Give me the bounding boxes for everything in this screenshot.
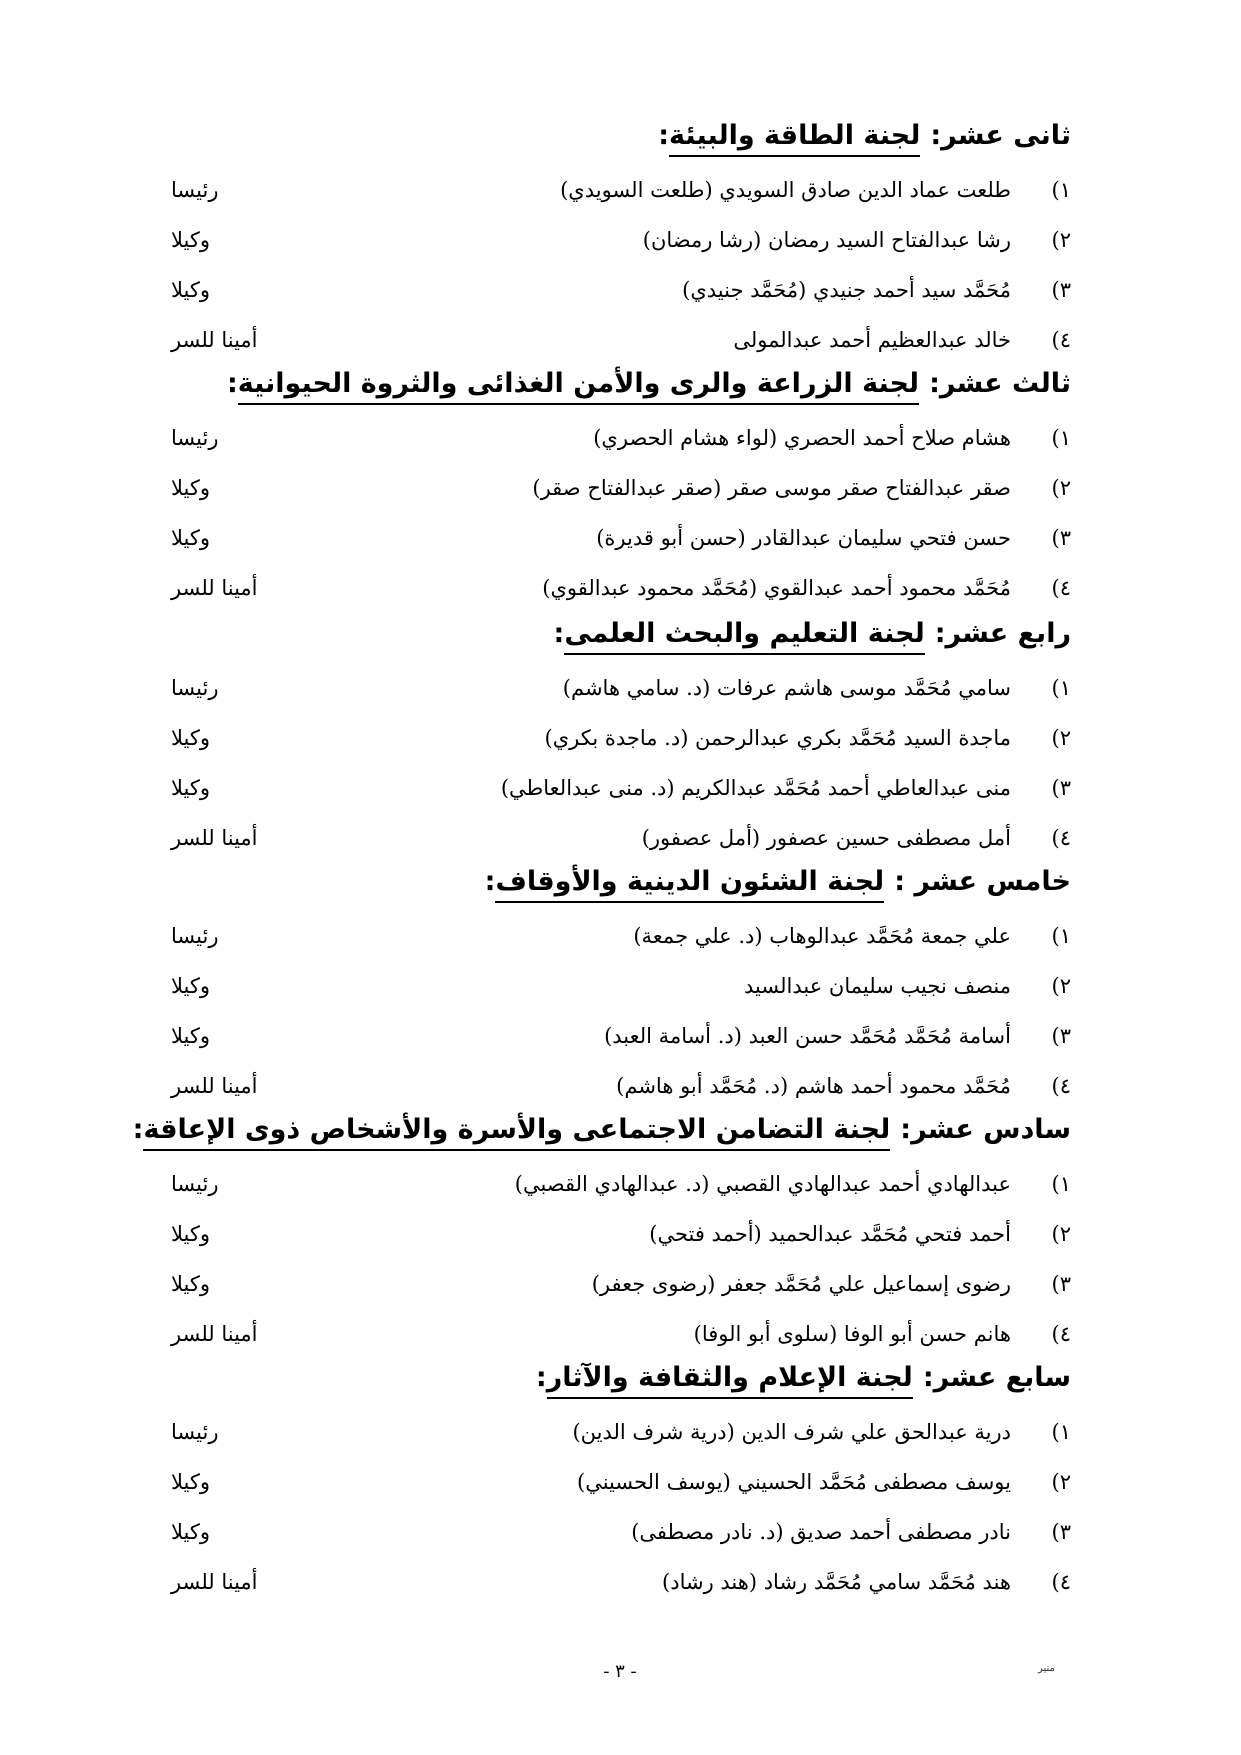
page-number: - ٣ -: [603, 1661, 637, 1682]
committee-ordinal: ثالث عشر:: [929, 368, 1071, 399]
committee-section-education: [171, 612, 1071, 868]
member-role: وكيلا: [171, 476, 211, 500]
committee-section-media-culture: [171, 1356, 1071, 1612]
member-row: [171, 1462, 1071, 1512]
member-row: [171, 1164, 1071, 1214]
member-role: وكيلا: [171, 526, 211, 550]
member-number: ٤): [1051, 826, 1071, 850]
member-number: ٤): [1051, 576, 1071, 600]
member-number: ٣): [1051, 1520, 1071, 1544]
committee-name: لجنة التعليم والبحث العلمى: [564, 615, 924, 655]
committee-section-energy-environment: [171, 114, 1071, 370]
member-name: طلعت عماد الدين صادق السويدي (طلعت السويدي): [560, 178, 1011, 202]
member-name: مُحَمَّد محمود أحمد عبدالقوي (مُحَمَّد محمود عبدالقوي): [542, 576, 1011, 600]
member-name: منصف نجيب سليمان عبدالسيد: [744, 974, 1011, 998]
member-name: أسامة مُحَمَّد مُحَمَّد حسن العبد (د. أسامة العبد): [604, 1024, 1011, 1048]
member-role: وكيلا: [171, 228, 211, 252]
member-number: ١): [1051, 1420, 1071, 1444]
member-number: ١): [1051, 676, 1071, 700]
member-number: ٤): [1051, 328, 1071, 352]
member-role: وكيلا: [171, 278, 211, 302]
member-row: [171, 468, 1071, 518]
committee-section-religious-affairs: [171, 860, 1071, 1116]
member-role: وكيلا: [171, 1470, 211, 1494]
member-role: رئيسا: [171, 676, 219, 700]
committee-ordinal: خامس عشر :: [894, 866, 1071, 897]
member-number: ٢): [1051, 1222, 1071, 1246]
member-row: [171, 1214, 1071, 1264]
member-name: عبدالهادي أحمد عبدالهادي القصبي (د. عبدالهادي القصبي): [514, 1172, 1011, 1196]
member-row: [171, 1264, 1071, 1314]
member-number: ٣): [1051, 278, 1071, 302]
committee-name: لجنة التضامن الاجتماعى والأسرة والأشخاص ذوى الإعاقة: [143, 1111, 890, 1151]
heading-colon: :: [132, 1114, 144, 1145]
member-number: ٤): [1051, 1570, 1071, 1594]
committee-ordinal: ثانى عشر:: [930, 120, 1071, 151]
member-row: [171, 1562, 1071, 1612]
committee-heading: [171, 1356, 1071, 1412]
member-row: [171, 966, 1071, 1016]
member-name: ماجدة السيد مُحَمَّد بكري عبدالرحمن (د. ماجدة بكري): [544, 726, 1011, 750]
member-number: ٢): [1051, 726, 1071, 750]
member-role: وكيلا: [171, 974, 211, 998]
member-name: درية عبدالحق علي شرف الدين (درية شرف الدين): [572, 1420, 1011, 1444]
member-role: أمينا للسر: [171, 1074, 258, 1098]
member-row: [171, 668, 1071, 718]
footer-initials: منير: [1038, 1663, 1055, 1674]
member-row: [171, 1412, 1071, 1462]
committee-heading: [171, 860, 1071, 916]
member-role: وكيلا: [171, 1222, 211, 1246]
heading-colon: :: [484, 866, 496, 897]
member-number: ٢): [1051, 476, 1071, 500]
member-role: رئيسا: [171, 426, 219, 450]
member-row: [171, 768, 1071, 818]
member-name: أحمد فتحي مُحَمَّد عبدالحميد (أحمد فتحي): [649, 1222, 1011, 1246]
member-name: هند مُحَمَّد سامي مُحَمَّد رشاد (هند رشاد): [662, 1570, 1011, 1594]
committee-section-social-solidarity: [132, 1108, 1071, 1364]
member-row: [171, 418, 1071, 468]
member-row: [171, 518, 1071, 568]
member-row: [171, 916, 1071, 966]
member-role: وكيلا: [171, 726, 211, 750]
member-name: خالد عبدالعظيم أحمد عبدالمولى: [733, 328, 1011, 352]
member-name: رشا عبدالفتاح السيد رمضان (رشا رمضان): [642, 228, 1011, 252]
member-number: ٤): [1051, 1074, 1071, 1098]
member-role: أمينا للسر: [171, 576, 258, 600]
committee-name: لجنة الشئون الدينية والأوقاف: [495, 863, 884, 903]
member-name: نادر مصطفى أحمد صديق (د. نادر مصطفى): [631, 1520, 1011, 1544]
heading-colon: :: [226, 368, 238, 399]
member-row: [171, 270, 1071, 320]
committee-ordinal: سادس عشر:: [900, 1114, 1071, 1145]
member-row: [171, 220, 1071, 270]
member-role: وكيلا: [171, 1272, 211, 1296]
member-number: ٣): [1051, 526, 1071, 550]
committee-ordinal: رابع عشر:: [934, 618, 1071, 649]
member-row: [171, 1016, 1071, 1066]
member-name: هانم حسن أبو الوفا (سلوى أبو الوفا): [693, 1322, 1011, 1346]
heading-colon: :: [553, 618, 565, 649]
member-name: أمل مصطفى حسين عصفور (أمل عصفور): [641, 826, 1011, 850]
member-role: رئيسا: [171, 924, 219, 948]
member-name: علي جمعة مُحَمَّد عبدالوهاب (د. علي جمعة): [633, 924, 1011, 948]
member-name: رضوى إسماعيل علي مُحَمَّد جعفر (رضوى جعفر): [591, 1272, 1011, 1296]
committee-name: لجنة الطاقة والبيئة: [669, 117, 920, 157]
member-row: [171, 718, 1071, 768]
committee-name: لجنة الزراعة والرى والأمن الغذائى والثروة الحيوانية: [238, 365, 919, 405]
member-role: وكيلا: [171, 776, 211, 800]
member-name: صقر عبدالفتاح صقر موسى صقر (صقر عبدالفتاح صقر): [532, 476, 1011, 500]
member-number: ١): [1051, 426, 1071, 450]
member-number: ٣): [1051, 776, 1071, 800]
member-name: سامي مُحَمَّد موسى هاشم عرفات (د. سامي هاشم): [562, 676, 1011, 700]
member-name: يوسف مصطفى مُحَمَّد الحسيني (يوسف الحسيني): [577, 1470, 1011, 1494]
committee-ordinal: سابع عشر:: [922, 1362, 1071, 1393]
member-row: [171, 1512, 1071, 1562]
member-number: ٤): [1051, 1322, 1071, 1346]
committee-name: لجنة الإعلام والثقافة والآثار: [547, 1359, 913, 1399]
committee-heading: [171, 612, 1071, 668]
committee-heading: [171, 114, 1071, 170]
committee-section-agriculture: [171, 362, 1071, 618]
member-number: ١): [1051, 924, 1071, 948]
member-role: أمينا للسر: [171, 826, 258, 850]
member-number: ٣): [1051, 1024, 1071, 1048]
member-role: رئيسا: [171, 178, 219, 202]
member-number: ٢): [1051, 1470, 1071, 1494]
member-role: وكيلا: [171, 1024, 211, 1048]
member-role: أمينا للسر: [171, 1570, 258, 1594]
member-name: منى عبدالعاطي أحمد مُحَمَّد عبدالكريم (د. منى عبدالعاطي): [500, 776, 1011, 800]
member-name: هشام صلاح أحمد الحصري (لواء هشام الحصري): [593, 426, 1011, 450]
member-name: مُحَمَّد محمود أحمد هاشم (د. مُحَمَّد أبو هاشم): [616, 1074, 1011, 1098]
member-role: رئيسا: [171, 1172, 219, 1196]
member-row: [171, 170, 1071, 220]
member-role: أمينا للسر: [171, 328, 258, 352]
member-role: وكيلا: [171, 1520, 211, 1544]
member-name: مُحَمَّد سيد أحمد جنيدي (مُحَمَّد جنيدي): [682, 278, 1011, 302]
member-number: ٣): [1051, 1272, 1071, 1296]
committee-heading: [171, 362, 1071, 418]
member-number: ٢): [1051, 228, 1071, 252]
heading-colon: :: [658, 120, 670, 151]
member-number: ٢): [1051, 974, 1071, 998]
member-role: رئيسا: [171, 1420, 219, 1444]
member-role: أمينا للسر: [171, 1322, 258, 1346]
member-number: ١): [1051, 178, 1071, 202]
heading-colon: :: [535, 1362, 547, 1393]
committee-heading: [132, 1108, 1071, 1164]
member-row: [171, 568, 1071, 618]
member-name: حسن فتحي سليمان عبدالقادر (حسن أبو قديرة): [596, 526, 1011, 550]
member-number: ١): [1051, 1172, 1071, 1196]
